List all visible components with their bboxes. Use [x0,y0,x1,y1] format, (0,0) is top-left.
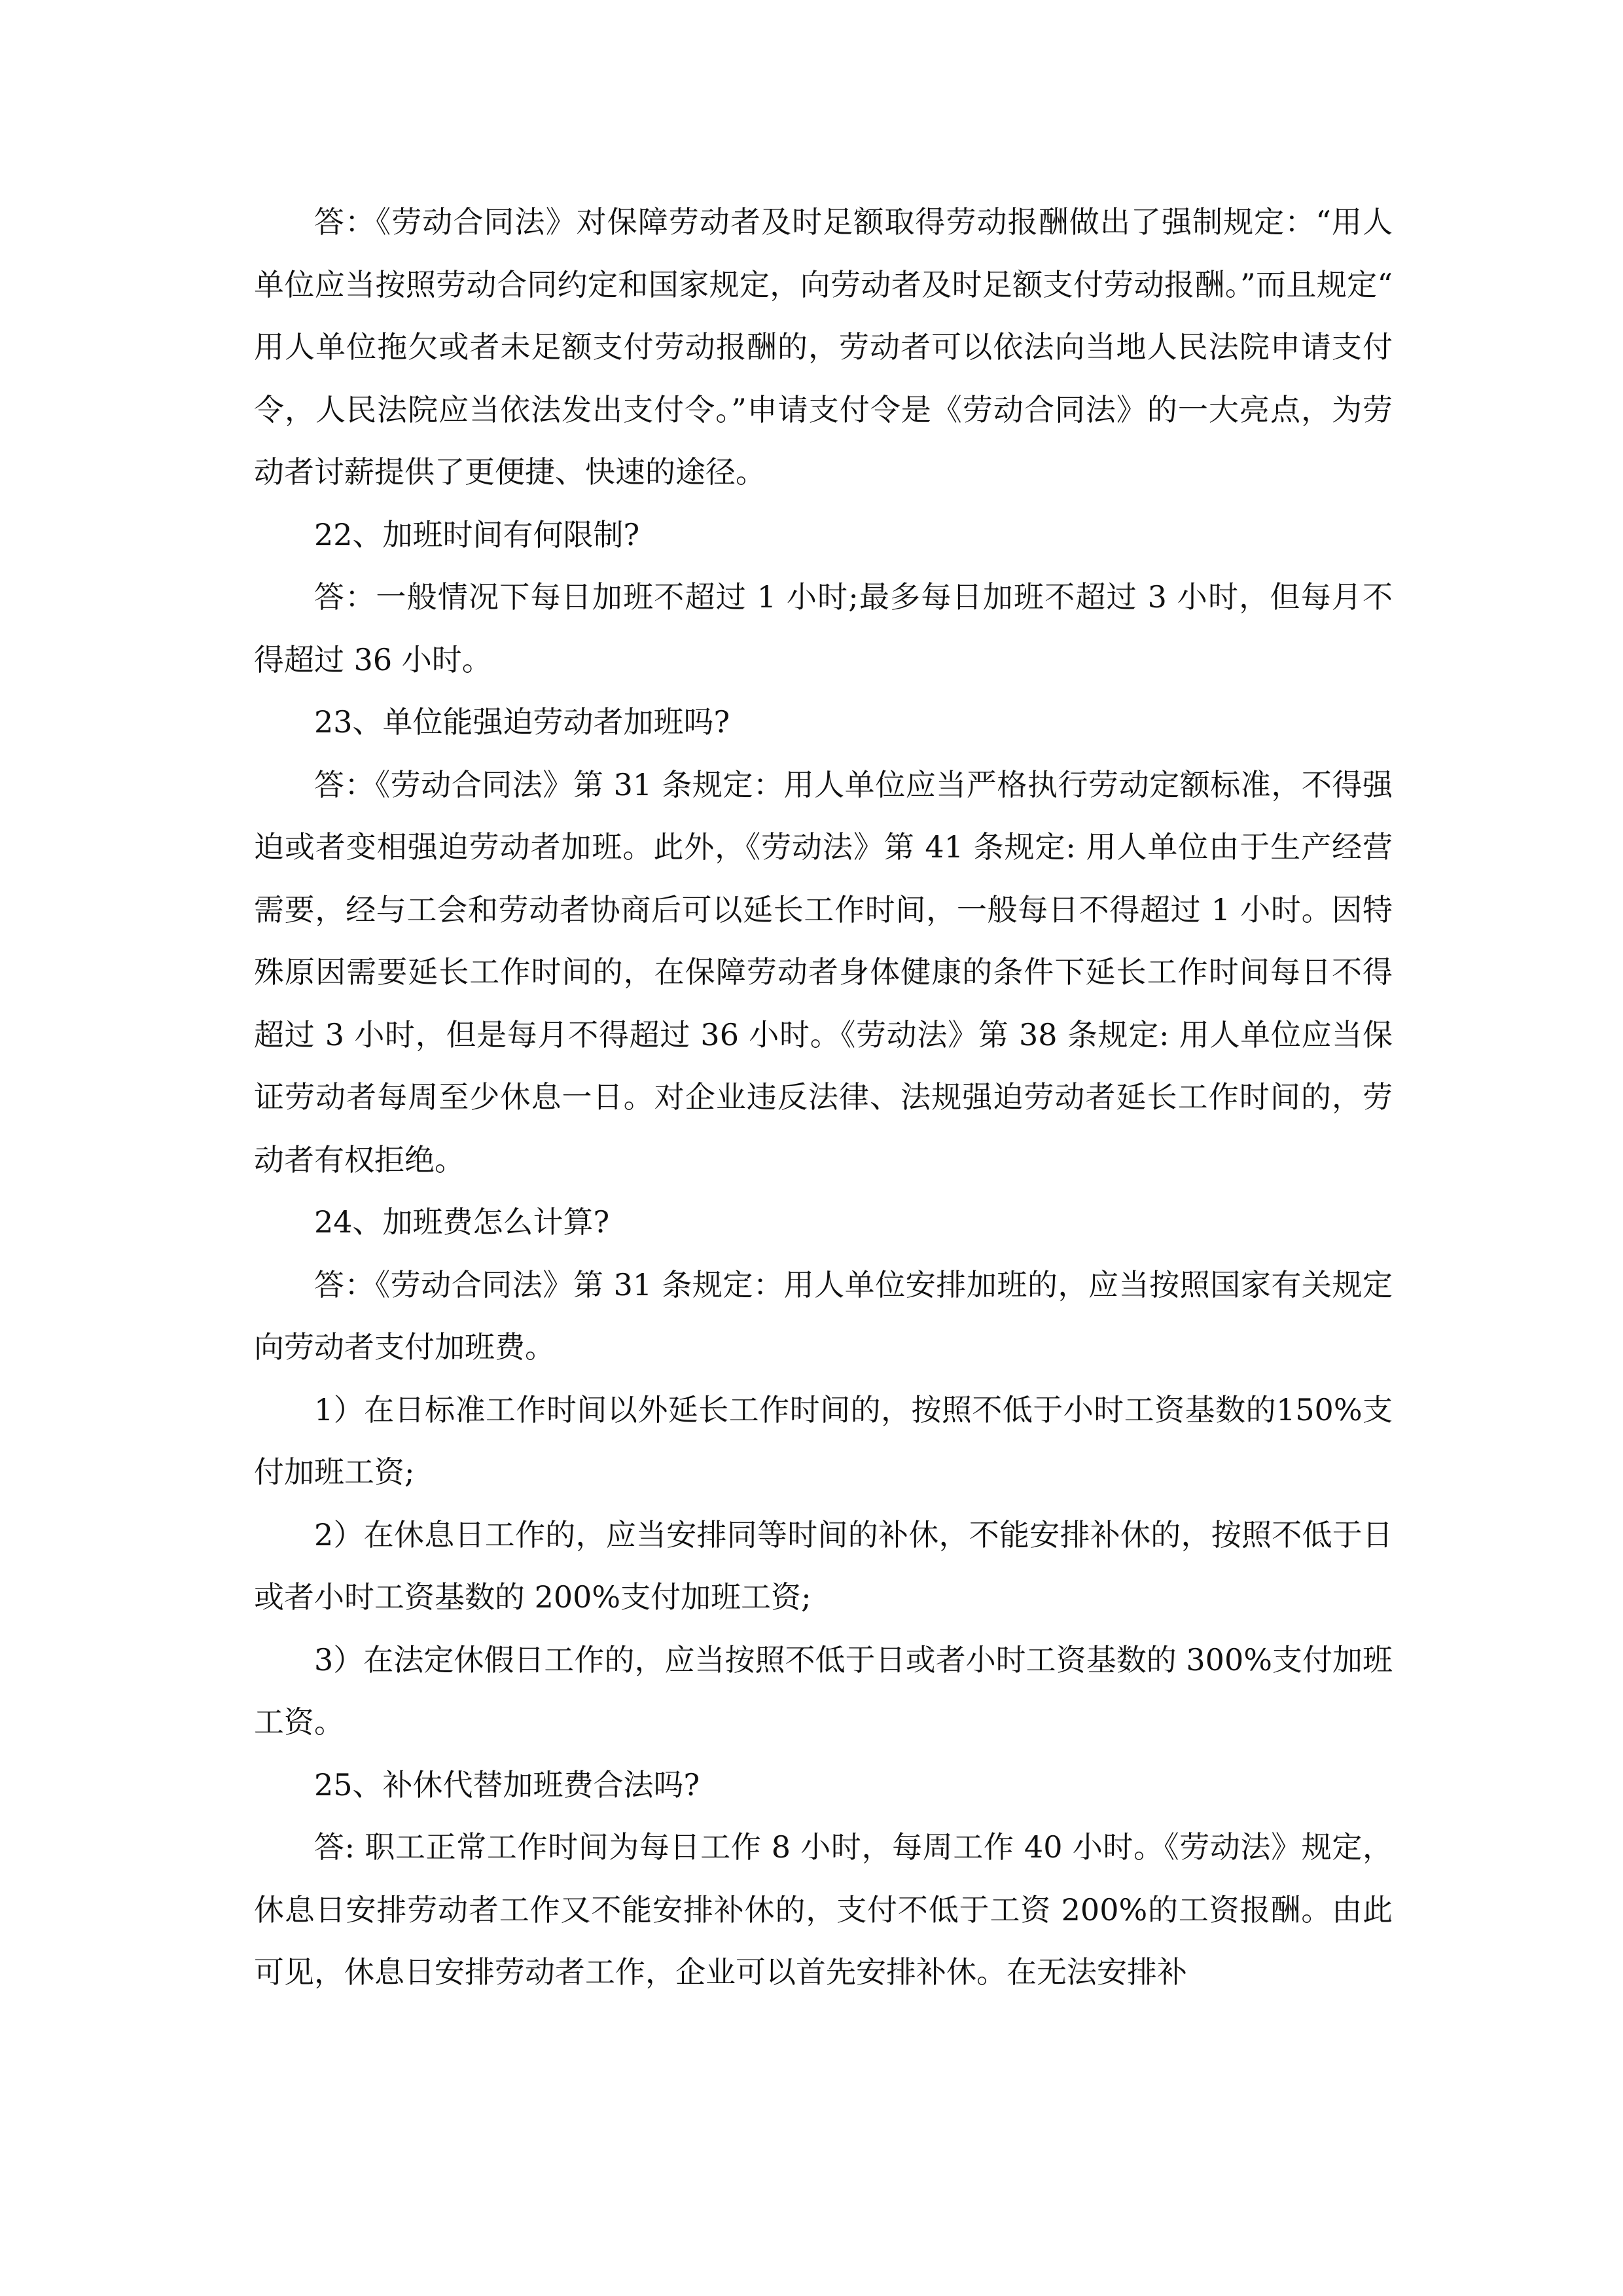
document-body [254,191,1393,2004]
answer-23-paragraph: 答：《劳动合同法》第 31 条规定：用人单位应当严格执行劳动定额标准，不得强迫或者变相强迫劳动者加班。此外，《劳动法》第 41 条规定: 用人单位由于生产经营需要，经与工会和劳动者协商后可以延长工作时间，一般每日不得超过 1 小时。因特殊原因需要延长工作时间的，在保障劳动者身体健康的条件下延长工作时间每日不得超过 3 小时，但是每月不得超过 36 小时。《劳动法》第 38 条规定: 用人单位应当保证劳动者每周至少休息一日。对企业违反法律、法规强迫劳动者延长工作时间的，劳动者有权拒绝。 [254,766,1393,1177]
answer-25-paragraph: 答: 职工正常工作时间为每日工作 8 小时，每周工作 40 小时。《劳动法》规定，休息日安排劳动者工作又不能安排补休的，支付不低于工资 200%的工资报酬。由此可见，休息日安排劳动者工作，企业可以首先安排补休。在无法安排补 [254,1829,1393,1990]
answer-21-paragraph: 答：《劳动合同法》对保障劳动者及时足额取得劳动报酬做出了强制规定：“用人单位应当按照劳动合同约定和国家规定，向劳动者及时足额支付劳动报酬。”而且规定“用人单位拖欠或者未足额支付劳动报酬的，劳动者可以依法向当地人民法院申请支付令，人民法院应当依法发出支付令。”申请支付令是《劳动合同法》的一大亮点，为劳动者讨薪提供了更便捷、快速的途径。 [254,204,1393,490]
answer-24-item-2: 2）在休息日工作的，应当安排同等时间的补休，不能安排补休的，按照不低于日或者小时工资基数的 200%支付加班工资; [254,1516,1393,1615]
question-22-heading: 22、加班时间有何限制? [314,516,640,552]
question-25-heading: 25、补休代替加班费合法吗? [314,1767,700,1803]
answer-24-item-1: 1）在日标准工作时间以外延长工作时间的，按照不低于小时工资基数的150%支付加班工资; [254,1391,1393,1490]
question-23-heading: 23、单位能强迫劳动者加班吗? [314,704,730,740]
answer-24-paragraph: 答：《劳动合同法》第 31 条规定：用人单位安排加班的，应当按照国家有关规定向劳动者支付加班费。 [254,1266,1393,1365]
answer-24-item-3: 3）在法定休假日工作的，应当按照不低于日或者小时工资基数的 300%支付加班工资。 [254,1641,1393,1740]
answer-22-paragraph: 答：一般情况下每日加班不超过 1 小时;最多每日加班不超过 3 小时，但每月不得超过 36 小时。 [254,579,1393,677]
question-24-heading: 24、加班费怎么计算? [314,1204,610,1240]
